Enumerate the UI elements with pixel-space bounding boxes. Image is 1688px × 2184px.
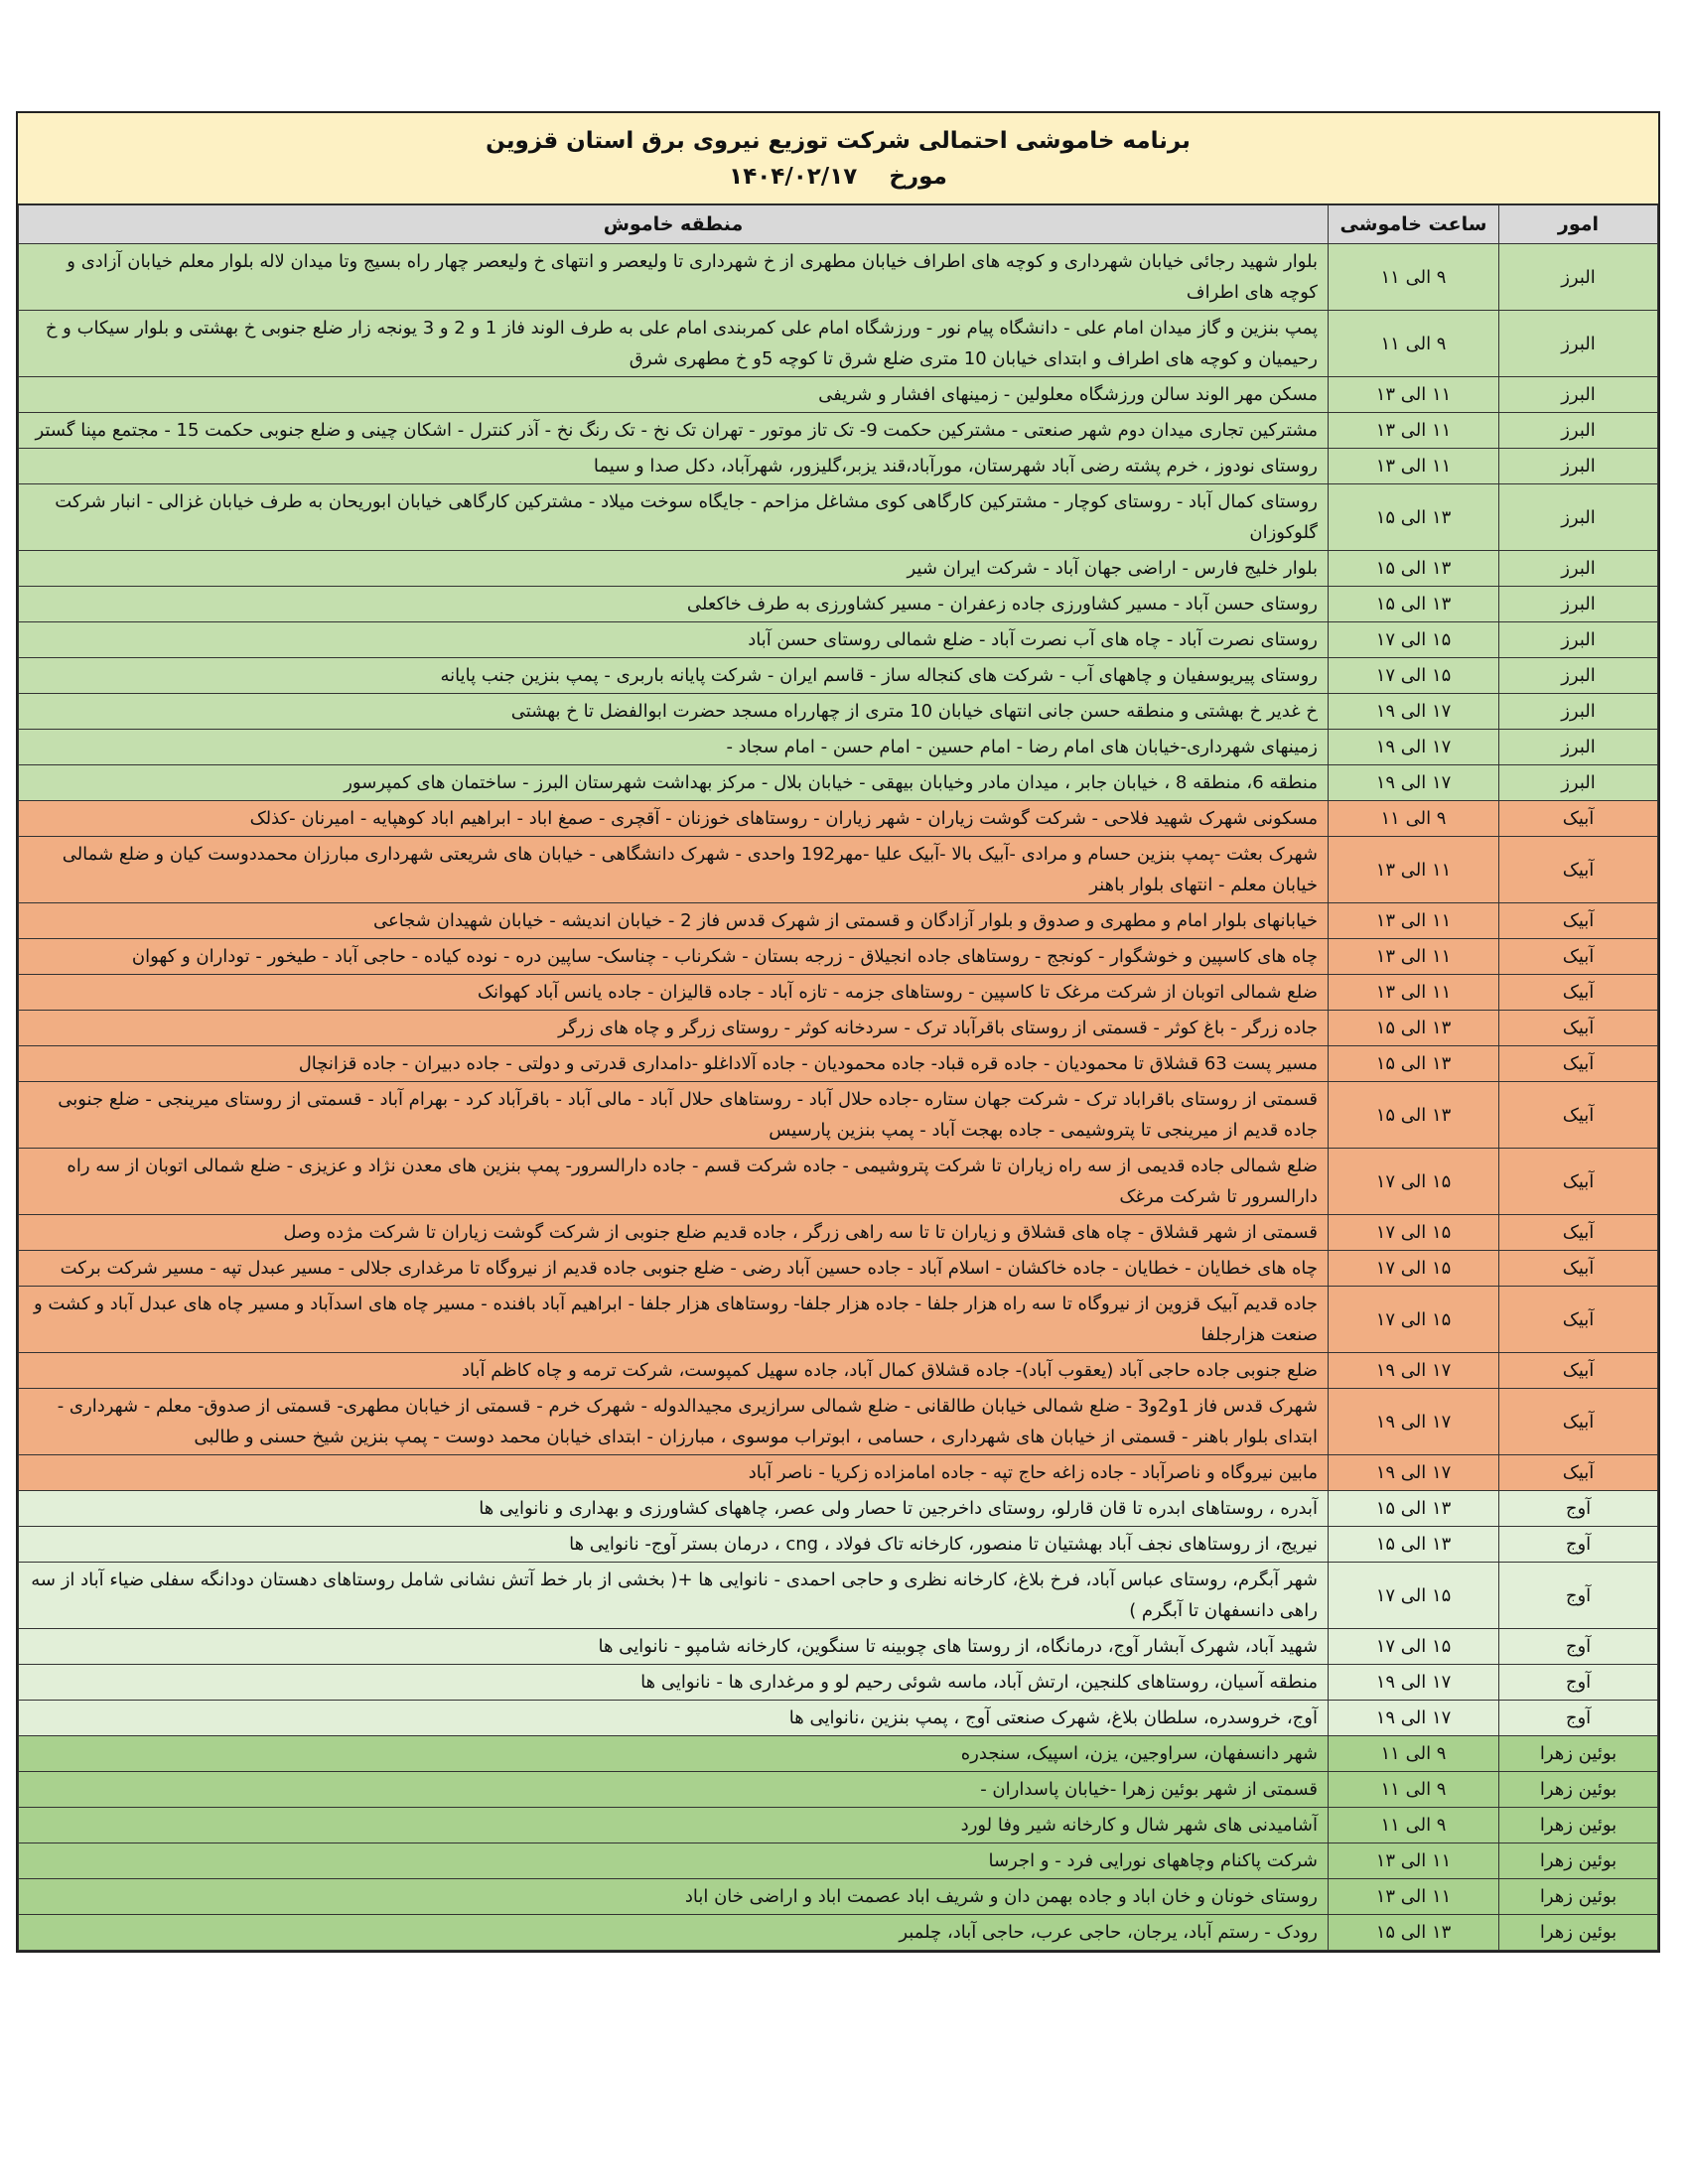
- table-row: [19, 1665, 1658, 1701]
- dept-cell: آبیک: [1499, 1455, 1658, 1491]
- dept-cell: بوئین زهرا: [1499, 1772, 1658, 1808]
- table-row: [19, 1843, 1658, 1879]
- table-row: [19, 244, 1658, 311]
- dept-cell: البرز: [1499, 551, 1658, 587]
- dept-cell: آبیک: [1499, 903, 1658, 939]
- area-cell: خیابانهای بلوار امام و مطهری و صدوق و بلوار آزادگان و قسمتی از شهرک قدس فاز 2 - خیابان اندیشه - خیابان شهیدان شجاعی: [19, 903, 1329, 939]
- table-row: [19, 1251, 1658, 1287]
- table-row: [19, 1491, 1658, 1527]
- dept-cell: آوج: [1499, 1563, 1658, 1629]
- time-cell: ۱۳ الی ۱۵: [1329, 1011, 1499, 1046]
- table-row: [19, 311, 1658, 377]
- area-cell: مسکونی شهرک شهید فلاحی - شرکت گوشت زیاران - شهر زیاران - روستاهای خوزنان - آقچری - صمغ اباد - ابراهیم اباد کوهپایه - امیرنان -کذلک: [19, 801, 1329, 837]
- dept-cell: بوئین زهرا: [1499, 1879, 1658, 1915]
- table-row: [19, 1772, 1658, 1808]
- dept-cell: البرز: [1499, 658, 1658, 694]
- time-cell: ۱۵ الی ۱۷: [1329, 1215, 1499, 1251]
- time-cell: ۹ الی ۱۱: [1329, 1772, 1499, 1808]
- dept-cell: آبیک: [1499, 1251, 1658, 1287]
- table-row: [19, 903, 1658, 939]
- dept-cell: آوج: [1499, 1491, 1658, 1527]
- area-cell: جاده قدیم آبیک قزوین از نیروگاه تا سه راه هزار جلفا - جاده هزار جلفا- روستاهای هزار جلفا - ابراهیم آباد بافنده - مسیر چاه های اسدآباد و مسیر چاه های عبدل آباد و کشت و صنعت هزارجلفا: [19, 1287, 1329, 1353]
- dept-cell: آوج: [1499, 1701, 1658, 1736]
- area-cell: قسمتی از روستای باقراباد ترک - شرکت جهان ستاره -جاده حلال آباد - روستاهای حلال آباد - مالی آباد - باقرآباد کرد - بهرام آباد - قسمتی از روستای میرینجی - ضلع جنوبی جاده قدیم از میرینجی تا پتروشیمی - جاده بهجت آباد - پمپ بنزین پارسیس: [19, 1082, 1329, 1149]
- table-row: [19, 587, 1658, 622]
- area-cell: آوج، خروسدره، سلطان بلاغ، شهرک صنعتی آوج ، پمپ بنزین ،نانوایی ها: [19, 1701, 1329, 1736]
- area-cell: ضلع شمالی جاده قدیمی از سه راه زیاران تا شرکت پتروشیمی - جاده شرکت قسم - جاده دارالسرور- پمپ بنزین های معدن نژاد و عزیزی - ضلع شمالی اتوبان از سه راه دارالسرور تا شرکت مرغک: [19, 1149, 1329, 1215]
- date-line: [18, 159, 1658, 195]
- time-cell: ۱۳ الی ۱۵: [1329, 1082, 1499, 1149]
- dept-cell: آبیک: [1499, 1287, 1658, 1353]
- dept-cell: آبیک: [1499, 1011, 1658, 1046]
- table-row: [19, 484, 1658, 551]
- dept-cell: آوج: [1499, 1527, 1658, 1563]
- table-body: [19, 244, 1658, 1951]
- time-cell: ۱۱ الی ۱۳: [1329, 903, 1499, 939]
- area-cell: بلوار خلیج فارس - اراضی جهان آباد - شرکت ایران شیر: [19, 551, 1329, 587]
- time-cell: ۱۳ الی ۱۵: [1329, 551, 1499, 587]
- area-cell: قسمتی از شهر قشلاق - چاه های قشلاق و زیاران تا تا سه راهی زرگر ، جاده قدیم ضلع جنوبی از شرکت گوشت زیاران تا شرکت مژده وصل: [19, 1215, 1329, 1251]
- time-cell: ۹ الی ۱۱: [1329, 244, 1499, 311]
- table-row: [19, 377, 1658, 413]
- table-row: [19, 801, 1658, 837]
- table-row: [19, 1287, 1658, 1353]
- table-row: [19, 1879, 1658, 1915]
- area-cell: روستای پیریوسفیان و چاههای آب - شرکت های کنجاله ساز - قاسم ایران - شرکت پایانه باربری - پمپ بنزین جنب پایانه: [19, 658, 1329, 694]
- table-row: [19, 939, 1658, 975]
- column-header-time: ساعت خاموشی: [1329, 205, 1499, 244]
- column-header-area: منطقه خاموش: [19, 205, 1329, 244]
- dept-cell: آبیک: [1499, 801, 1658, 837]
- area-cell: ضلع شمالی اتوبان از شرکت مرغک تا کاسپین - روستاهای جزمه - تازه آباد - جاده قالیزان - جاده یانس آباد کهوانک: [19, 975, 1329, 1011]
- time-cell: ۱۱ الی ۱۳: [1329, 413, 1499, 449]
- area-cell: شهر دانسفهان، سراوجین، یزن، اسپیک، سنجدره: [19, 1736, 1329, 1772]
- table-row: [19, 658, 1658, 694]
- area-cell: شرکت پاکنام وچاههای نورایی فرد - و اجرسا: [19, 1843, 1329, 1879]
- area-cell: آشامیدنی های شهر شال و کارخانه شیر وفا لورد: [19, 1808, 1329, 1843]
- area-cell: قسمتی از شهر بوئین زهرا -خیابان پاسداران -: [19, 1772, 1329, 1808]
- area-cell: ضلع جنوبی جاده حاجی آباد (یعقوب آباد)- جاده قشلاق کمال آباد، جاده سهیل کمپوست، شرکت ترمه و چاه کاظم آباد: [19, 1353, 1329, 1389]
- area-cell: روستای کمال آباد - روستای کوچار - مشترکین کارگاهی کوی مشاغل مزاحم - جایگاه سوخت میلاد - مشترکین کارگاهی خیابان ابوریحان به طرف خیابان غزالی - انبار شرکت گلوکوزان: [19, 484, 1329, 551]
- time-cell: ۱۷ الی ۱۹: [1329, 730, 1499, 765]
- table-row: [19, 622, 1658, 658]
- time-cell: ۱۱ الی ۱۳: [1329, 1843, 1499, 1879]
- area-cell: روستای حسن آباد - مسیر کشاورزی جاده زعفران - مسیر کشاورزی به طرف خاکعلی: [19, 587, 1329, 622]
- table-row: [19, 1736, 1658, 1772]
- table-row: [19, 413, 1658, 449]
- time-cell: ۱۵ الی ۱۷: [1329, 1251, 1499, 1287]
- dept-cell: البرز: [1499, 587, 1658, 622]
- table-row: [19, 1149, 1658, 1215]
- time-cell: ۱۷ الی ۱۹: [1329, 1389, 1499, 1455]
- area-cell: شهرک بعثت -پمپ بنزین حسام و مرادی -آبیک بالا -آبیک علیا -مهر192 واحدی - شهرک دانشگاهی - خیابان های شریعتی شهرداری مبارزان محمددوست کیان و ضلع شمالی خیابان معلم - انتهای بلوار باهنر: [19, 837, 1329, 903]
- dept-cell: البرز: [1499, 413, 1658, 449]
- date-value: ۱۴۰۴/۰۲/۱۷: [729, 164, 858, 190]
- column-header-dept: امور: [1499, 205, 1658, 244]
- dept-cell: آوج: [1499, 1665, 1658, 1701]
- dept-cell: آبیک: [1499, 1149, 1658, 1215]
- table-row: [19, 1215, 1658, 1251]
- dept-cell: البرز: [1499, 622, 1658, 658]
- time-cell: ۱۱ الی ۱۳: [1329, 1879, 1499, 1915]
- area-cell: چاه های خطایان - خطایان - جاده خاکشان - اسلام آباد - جاده حسین آباد رضی - ضلع جنوبی جاده قدیم از نیروگاه تا مرغداری جلالی - مسیر عبدل تپه - مسیر شرکت برکت: [19, 1251, 1329, 1287]
- dept-cell: البرز: [1499, 311, 1658, 377]
- table-row: [19, 837, 1658, 903]
- table-header-row: [19, 205, 1658, 244]
- time-cell: ۱۷ الی ۱۹: [1329, 1455, 1499, 1491]
- time-cell: ۹ الی ۱۱: [1329, 1808, 1499, 1843]
- table-row: [19, 551, 1658, 587]
- dept-cell: آبیک: [1499, 1082, 1658, 1149]
- table-row: [19, 1082, 1658, 1149]
- outage-schedule-sheet: [16, 111, 1660, 1953]
- area-cell: شهرک قدس فاز 1و2و3 - ضلع شمالی خیابان طالقانی - ضلع شمالی سرازیری مجیدالدوله - شهرک خرم - قسمتی از خیابان مطهری- قسمتی از صدوق- معلم - شهرداری - ابتدای بلوار باهنر - قسمتی از خیابان های شهرداری ، حسامی ، ابوتراب موسوی ، مبارزان - ابتدای خیابان محمد دوست - پمپ بنزین شیخ حسنی و طالبی: [19, 1389, 1329, 1455]
- area-cell: مابین نیروگاه و ناصرآباد - جاده زاغه حاج تپه - جاده امامزاده زکریا - ناصر آباد: [19, 1455, 1329, 1491]
- area-cell: منطقه آسیان، روستاهای کلنجین، ارتش آباد، ماسه شوئی رحیم لو و مرغداری ها - نانوایی ها: [19, 1665, 1329, 1701]
- table-row: [19, 730, 1658, 765]
- dept-cell: آبیک: [1499, 837, 1658, 903]
- area-cell: شهر آبگرم، روستای عباس آباد، فرخ بلاغ، کارخانه نظری و حاجی احمدی - نانوایی ها +( بخشی از بار خط آتش نشانی شامل روستاهای دهستان دودانگه سفلی ضیاء آباد از سه راهی دانسفهان تا آبگرم ): [19, 1563, 1329, 1629]
- time-cell: ۱۵ الی ۱۷: [1329, 1563, 1499, 1629]
- dept-cell: البرز: [1499, 244, 1658, 311]
- area-cell: مشترکین تجاری میدان دوم شهر صنعتی - مشترکین حکمت 9- تک تاز موتور - تهران تک نخ - تک رنگ نخ - آذر کنترل - اشکان چینی و ضلع جنوبی حکمت 15 - مجتمع مپنا گستر: [19, 413, 1329, 449]
- time-cell: ۱۷ الی ۱۹: [1329, 1353, 1499, 1389]
- time-cell: ۱۱ الی ۱۳: [1329, 837, 1499, 903]
- schedule-table: [18, 205, 1658, 1951]
- time-cell: ۱۵ الی ۱۷: [1329, 658, 1499, 694]
- time-cell: ۱۱ الی ۱۳: [1329, 449, 1499, 484]
- table-row: [19, 694, 1658, 730]
- time-cell: ۱۵ الی ۱۷: [1329, 1629, 1499, 1665]
- time-cell: ۹ الی ۱۱: [1329, 801, 1499, 837]
- time-cell: ۹ الی ۱۱: [1329, 311, 1499, 377]
- time-cell: ۱۵ الی ۱۷: [1329, 1149, 1499, 1215]
- area-cell: آبدره ، روستاهای ابدره تا قان قارلو، روستای داخرجین تا حصار ولی عصر، چاههای کشاورزی و بهداری و نانوایی ها: [19, 1491, 1329, 1527]
- time-cell: ۱۵ الی ۱۷: [1329, 622, 1499, 658]
- time-cell: ۱۵ الی ۱۷: [1329, 1287, 1499, 1353]
- table-row: [19, 765, 1658, 801]
- time-cell: ۱۱ الی ۱۳: [1329, 939, 1499, 975]
- dept-cell: البرز: [1499, 730, 1658, 765]
- time-cell: ۱۳ الی ۱۵: [1329, 587, 1499, 622]
- area-cell: رودک - رستم آباد، یرجان، حاجی عرب، حاجی آباد، چلمبر: [19, 1915, 1329, 1951]
- time-cell: ۱۳ الی ۱۵: [1329, 1491, 1499, 1527]
- time-cell: ۹ الی ۱۱: [1329, 1736, 1499, 1772]
- area-cell: شهید آباد، شهرک آبشار آوج، درمانگاه، از روستا های چوبینه تا سنگوین، کارخانه شامپو - نانوایی ها: [19, 1629, 1329, 1665]
- area-cell: نیریج، از روستاهای نجف آباد بهشتیان تا منصور، کارخانه تاک فولاد ، cng ، درمان بستر آوج- نانوایی ها: [19, 1527, 1329, 1563]
- area-cell: روستای خونان و خان اباد و جاده بهمن دان و شریف اباد عصمت اباد و اراضی خان اباد: [19, 1879, 1329, 1915]
- table-row: [19, 449, 1658, 484]
- dept-cell: آبیک: [1499, 1353, 1658, 1389]
- time-cell: ۱۷ الی ۱۹: [1329, 694, 1499, 730]
- dept-cell: آبیک: [1499, 939, 1658, 975]
- area-cell: روستای نودوز ، خرم پشته رضی آباد شهرستان، مورآباد،قند یزبر،گلیزور، شهرآباد، دکل صدا و سیما: [19, 449, 1329, 484]
- dept-cell: بوئین زهرا: [1499, 1915, 1658, 1951]
- dept-cell: البرز: [1499, 449, 1658, 484]
- dept-cell: البرز: [1499, 377, 1658, 413]
- table-row: [19, 975, 1658, 1011]
- dept-cell: آبیک: [1499, 1046, 1658, 1082]
- area-cell: مسیر پست 63 قشلاق تا محمودیان - جاده قره قباد- جاده محمودیان - جاده آلاداغلو -دامداری قدرتی و دولتی - جاده دبیران - جاده قزانچال: [19, 1046, 1329, 1082]
- area-cell: پمپ بنزین و گاز میدان امام علی - دانشگاه پیام نور - ورزشگاه امام علی کمربندی امام علی به طرف الوند فاز 1 و 2 و 3 یونجه زار ضلع جنوبی خ بهشتی و بلوار سیکاب و خ رحیمیان و کوچه های اطراف و ابتدای خیابان 10 متری ضلع شرق تا کوچه 5و خ مطهری شرق: [19, 311, 1329, 377]
- table-row: [19, 1915, 1658, 1951]
- area-cell: چاه های کاسپین و خوشگوار - کونجج - روستاهای جاده انجیلاق - زرجه بستان - شکرناب - چناسک- ساپین دره - نوده کیاده - حاجی آباد - طیخور - توداران و کهوان: [19, 939, 1329, 975]
- time-cell: ۱۱ الی ۱۳: [1329, 377, 1499, 413]
- area-cell: منطقه 6، منطقه 8 ، خیابان جابر ، میدان مادر وخیابان بیهقی - خیابان بلال - مرکز بهداشت شهرستان البرز - ساختمان های کمپرسور: [19, 765, 1329, 801]
- dept-cell: بوئین زهرا: [1499, 1843, 1658, 1879]
- dept-cell: بوئین زهرا: [1499, 1736, 1658, 1772]
- table-row: [19, 1701, 1658, 1736]
- time-cell: ۱۳ الی ۱۵: [1329, 1527, 1499, 1563]
- area-cell: مسکن مهر الوند سالن ورزشگاه معلولین - زمینهای افشار و شریفی: [19, 377, 1329, 413]
- time-cell: ۱۳ الی ۱۵: [1329, 1046, 1499, 1082]
- table-row: [19, 1455, 1658, 1491]
- table-row: [19, 1353, 1658, 1389]
- dept-cell: آبیک: [1499, 975, 1658, 1011]
- area-cell: جاده زرگر - باغ کوثر - قسمتی از روستای باقرآباد ترک - سردخانه کوثر - روستای زرگر و چاه های زرگر: [19, 1011, 1329, 1046]
- area-cell: روستای نصرت آباد - چاه های آب نصرت آباد - ضلع شمالی روستای حسن آباد: [19, 622, 1329, 658]
- table-row: [19, 1563, 1658, 1629]
- dept-cell: بوئین زهرا: [1499, 1808, 1658, 1843]
- area-cell: خ غدیر خ بهشتی و منطقه حسن جانی انتهای خیابان 10 متری از چهارراه مسجد حضرت ابوالفضل تا خ بهشتی: [19, 694, 1329, 730]
- dept-cell: البرز: [1499, 694, 1658, 730]
- dept-cell: البرز: [1499, 484, 1658, 551]
- dept-cell: البرز: [1499, 765, 1658, 801]
- table-row: [19, 1527, 1658, 1563]
- table-row: [19, 1011, 1658, 1046]
- table-row: [19, 1629, 1658, 1665]
- area-cell: زمینهای شهرداری-خیابان های امام رضا - امام حسین - امام حسن - امام سجاد -: [19, 730, 1329, 765]
- time-cell: ۱۷ الی ۱۹: [1329, 1665, 1499, 1701]
- time-cell: ۱۷ الی ۱۹: [1329, 1701, 1499, 1736]
- time-cell: ۱۳ الی ۱۵: [1329, 484, 1499, 551]
- table-row: [19, 1046, 1658, 1082]
- page-title: برنامه خاموشی احتمالی شرکت توزیع نیروی برق استان قزوین: [486, 128, 1191, 154]
- time-cell: ۱۳ الی ۱۵: [1329, 1915, 1499, 1951]
- dept-cell: آوج: [1499, 1629, 1658, 1665]
- title-block: [18, 113, 1658, 205]
- dept-cell: آبیک: [1499, 1215, 1658, 1251]
- time-cell: ۱۱ الی ۱۳: [1329, 975, 1499, 1011]
- time-cell: ۱۷ الی ۱۹: [1329, 765, 1499, 801]
- area-cell: بلوار شهید رجائی خیابان شهرداری و کوچه های اطراف خیابان مطهری از خ شهرداری تا ولیعصر و انتهای خ ولیعصر چهار راه بسیج وتا میدان لاله بلوار معلم خیابان آزادی و کوچه های اطراف: [19, 244, 1329, 311]
- date-label: مورخ: [889, 164, 947, 190]
- table-row: [19, 1389, 1658, 1455]
- dept-cell: آبیک: [1499, 1389, 1658, 1455]
- table-row: [19, 1808, 1658, 1843]
